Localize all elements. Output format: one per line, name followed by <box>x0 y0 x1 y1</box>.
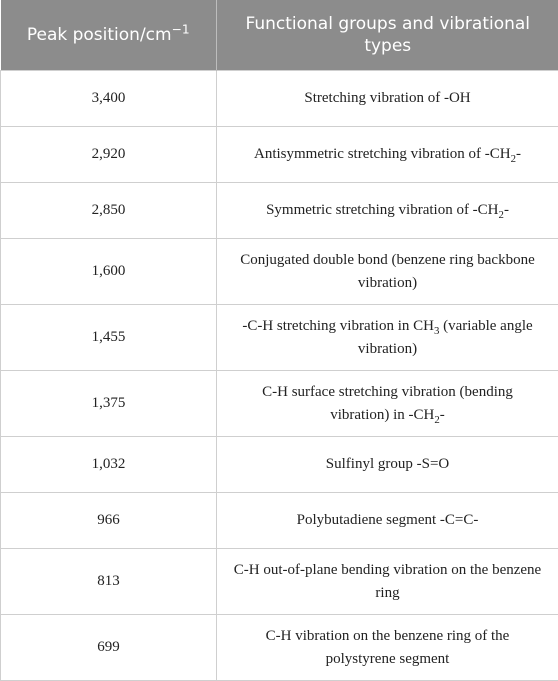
vibration-text: - <box>504 202 509 218</box>
header-peak-position-text: Peak position/cm <box>27 25 172 45</box>
vibration-text: C-H out-of-plane bending vibration on the benzene ring <box>234 562 541 601</box>
header-peak-position <box>1 0 217 71</box>
vibration-type-cell <box>217 239 558 305</box>
vibration-type-cell <box>217 549 558 615</box>
subscript: 2 <box>499 209 504 221</box>
table-row <box>1 305 558 371</box>
vibration-text: C-H surface stretching vibration (bending vibration) in -CH <box>262 384 513 423</box>
peak-position-cell: 3,400 <box>1 71 217 127</box>
vibration-text: - <box>516 146 521 162</box>
subscript: 2 <box>511 153 516 165</box>
vibration-type-cell <box>217 71 558 127</box>
subscript: 2 <box>434 414 439 426</box>
vibration-type-cell <box>217 437 558 493</box>
vibration-text: Conjugated double bond (benzene ring backbone vibration) <box>240 252 535 291</box>
peak-position-cell: 1,375 <box>1 371 217 437</box>
table-body <box>1 71 558 681</box>
header-functional-groups: Functional groups and vibrational types <box>217 0 558 71</box>
header-peak-position-exponent: −1 <box>172 22 190 36</box>
vibration-type-cell <box>217 127 558 183</box>
table-row <box>1 493 558 549</box>
header-row <box>1 0 558 71</box>
table-row <box>1 371 558 437</box>
peak-position-cell: 1,455 <box>1 305 217 371</box>
table-row <box>1 239 558 305</box>
table-row <box>1 615 558 681</box>
table-row <box>1 183 558 239</box>
peak-position-cell: 699 <box>1 615 217 681</box>
vibration-type-cell <box>217 183 558 239</box>
peak-position-cell: 2,920 <box>1 127 217 183</box>
vibration-type-cell <box>217 305 558 371</box>
peak-position-cell: 966 <box>1 493 217 549</box>
vibration-text: -C-H stretching vibration in CH <box>242 318 434 334</box>
vibration-text: C-H vibration on the benzene ring of the polystyrene segment <box>266 628 510 667</box>
table-row <box>1 437 558 493</box>
vibration-type-cell <box>217 615 558 681</box>
vibration-type-cell <box>217 493 558 549</box>
vibration-text: Polybutadiene segment -C=C- <box>297 512 479 528</box>
vibration-text: Antisymmetric stretching vibration of -CH <box>254 146 511 162</box>
table-header <box>1 0 558 71</box>
vibration-text: Symmetric stretching vibration of -CH <box>266 202 498 218</box>
vibration-text: (variable angle vibration) <box>358 318 533 357</box>
peak-position-cell: 2,850 <box>1 183 217 239</box>
vibration-text: Sulfinyl group -S=O <box>326 456 449 472</box>
table-row <box>1 549 558 615</box>
vibration-type-cell <box>217 371 558 437</box>
peak-position-cell: 1,600 <box>1 239 217 305</box>
peak-position-cell: 813 <box>1 549 217 615</box>
table-row <box>1 127 558 183</box>
peak-position-cell: 1,032 <box>1 437 217 493</box>
vibration-text: Stretching vibration of -OH <box>304 90 470 106</box>
subscript: 3 <box>434 325 439 337</box>
table-row <box>1 71 558 127</box>
vibration-text: - <box>440 407 445 423</box>
